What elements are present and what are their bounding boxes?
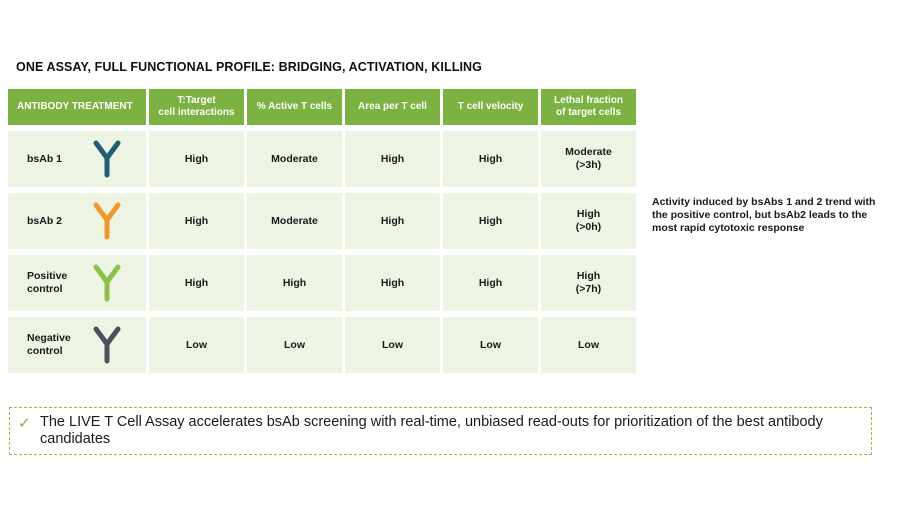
table-cell: High	[149, 131, 244, 187]
row-label: bsAb 2	[27, 214, 63, 227]
header-antibody-treatment: ANTIBODY TREATMENT	[8, 89, 146, 125]
table-cell: Moderate (>3h)	[541, 131, 636, 187]
table-cell: Low	[247, 317, 342, 373]
row-label: bsAb 1	[27, 152, 63, 165]
row-label-cell	[8, 255, 146, 311]
table-cell: High	[247, 255, 342, 311]
header-area-per-t-cell: Area per T cell	[345, 89, 440, 125]
antibody-icon	[92, 326, 122, 364]
header-lethal-fraction: Lethal fraction of target cells	[541, 89, 636, 125]
table-cell: Low	[541, 317, 636, 373]
row-label: Negative control	[27, 332, 71, 357]
side-note: Activity induced by bsAbs 1 and 2 trend with the positive control, but bsAb2 leads to the most rapid cytotoxic response	[652, 196, 876, 234]
row-label-cell	[8, 131, 146, 187]
callout-text: The LIVE T Cell Assay accelerates bsAb screening with real-time, unbiased read-outs for prioritization of the best antibody candidates	[40, 414, 823, 447]
table-cell: High	[345, 193, 440, 249]
antibody-icon	[92, 202, 122, 240]
check-icon: ✓	[18, 415, 31, 432]
results-table	[8, 89, 636, 373]
table-cell: High	[443, 255, 538, 311]
table-cell: Moderate	[247, 193, 342, 249]
slide-title: ONE ASSAY, FULL FUNCTIONAL PROFILE: BRIDGING, ACTIVATION, KILLING	[16, 60, 482, 74]
antibody-icon	[92, 264, 122, 302]
header-interactions: T:Target cell interactions	[149, 89, 244, 125]
table-cell: High	[443, 193, 538, 249]
table-cell: Low	[443, 317, 538, 373]
table-cell: Low	[345, 317, 440, 373]
antibody-icon	[92, 140, 122, 178]
row-label: Positive control	[27, 270, 68, 295]
table-cell: High	[345, 131, 440, 187]
table-cell: High	[443, 131, 538, 187]
table-cell: Low	[149, 317, 244, 373]
row-label-cell	[8, 317, 146, 373]
summary-callout	[9, 407, 872, 455]
table-cell: High	[149, 255, 244, 311]
table-cell: High (>7h)	[541, 255, 636, 311]
header-velocity: T cell velocity	[443, 89, 538, 125]
table-cell: Moderate	[247, 131, 342, 187]
table-cell: High (>0h)	[541, 193, 636, 249]
header-active-t-cells: % Active T cells	[247, 89, 342, 125]
table-cell: High	[345, 255, 440, 311]
row-label-cell	[8, 193, 146, 249]
table-cell: High	[149, 193, 244, 249]
